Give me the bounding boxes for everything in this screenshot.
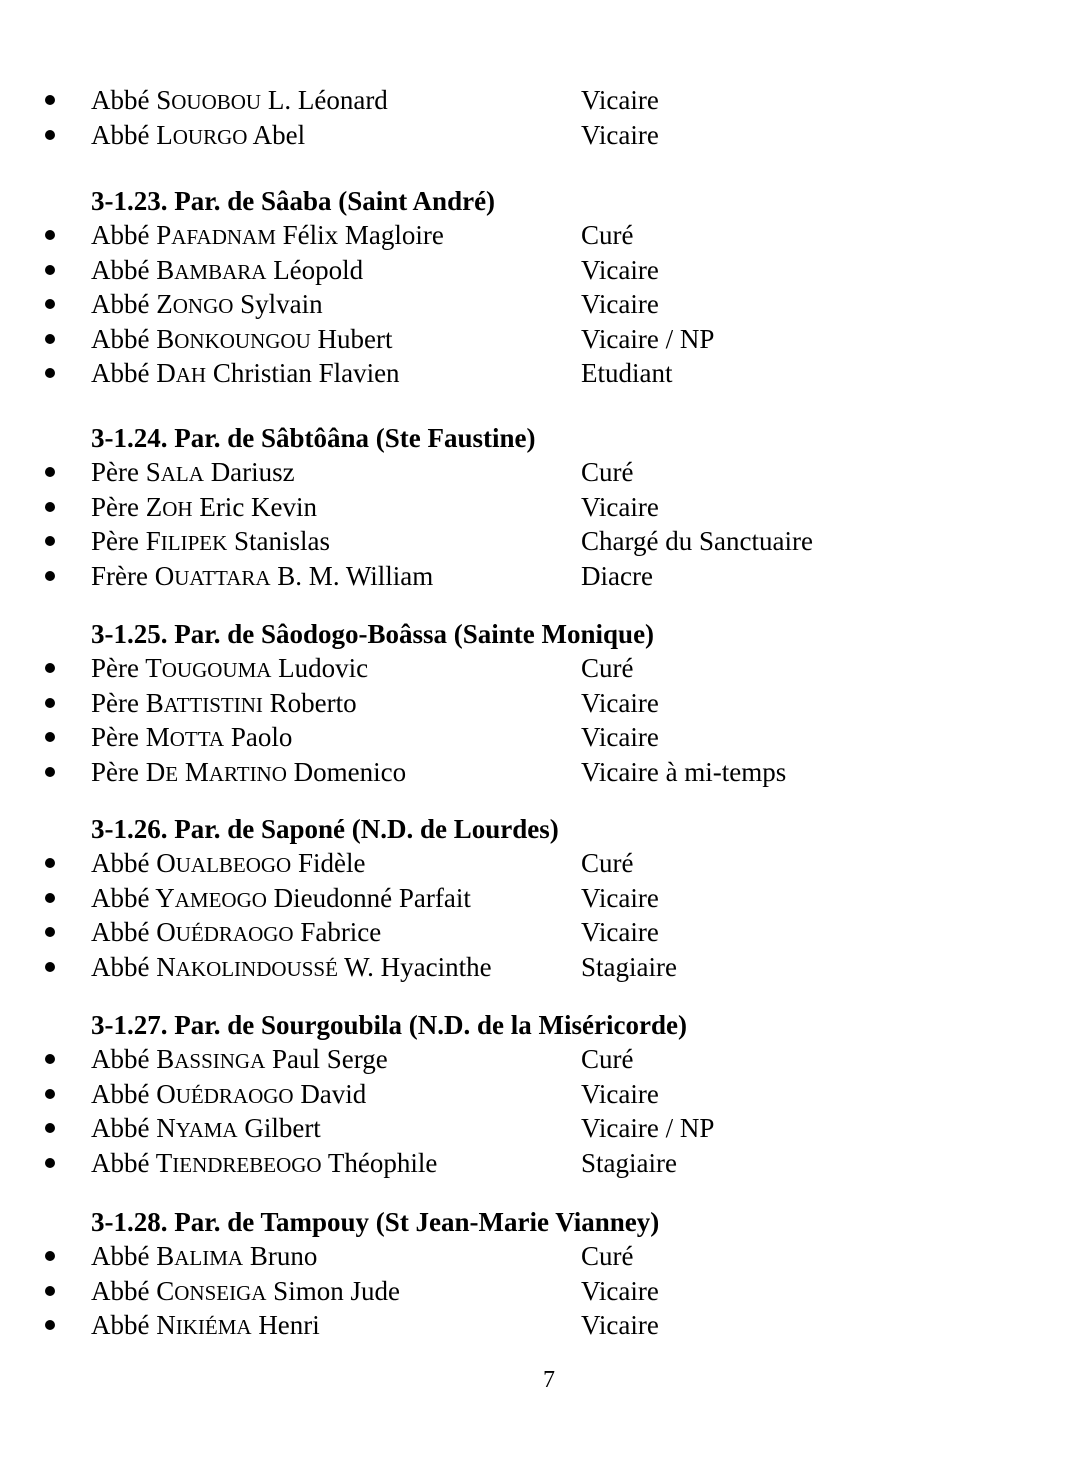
surname: NYAMA [156,1113,238,1144]
list-item [0,915,1080,949]
person-role: Curé [581,1241,634,1271]
person-name: Abbé BAMBARA Léopold [91,254,364,285]
person-role: Vicaire [581,85,659,115]
list-item [0,1077,1080,1111]
surname: NIKIÉMA [156,1310,252,1341]
person-role: Vicaire / NP [581,1113,715,1144]
person-role: Stagiaire [581,951,677,982]
page-number: 7 [543,1367,555,1393]
list-item [0,686,1080,720]
surname: OUATTARA [154,560,271,591]
person-name: Abbé PAFADNAM Félix Magloire [91,220,444,250]
surname: NAKOLINDOUSSÉ [156,951,338,982]
surname: FILIPEK [145,526,228,557]
bullet-icon [45,1286,55,1296]
section-heading: 3-1.24. Par. de Sâbtôâna (Ste Faustine) [91,423,536,453]
person-role: Curé [581,1044,634,1074]
list-item [0,1274,1080,1308]
person-role: Vicaire [581,1078,659,1109]
bullet-icon [45,95,55,105]
person-role: Vicaire [581,687,659,718]
bullet-icon [45,1320,55,1330]
list-item [0,1308,1080,1342]
list-item [0,1239,1080,1273]
list-item [0,490,1080,524]
section-heading: 3-1.25. Par. de Sâodogo-Boâssa (Sainte Monique) [91,619,655,649]
surname: OUÉDRAOGO [156,917,294,948]
bullet-icon [45,230,55,240]
person-role: Vicaire [581,289,659,320]
surname: BONKOUNGOU [156,323,311,354]
list-item [0,559,1080,593]
surname: YAMEOGO [155,882,267,913]
list-item [0,1111,1080,1145]
person-name: Père ZOH Eric Kevin [91,491,318,522]
person-role: Vicaire [581,254,659,285]
person-role: Curé [581,848,634,878]
surname: MOTTA [145,722,225,753]
bullet-icon [45,893,55,903]
list-item [0,118,1080,152]
person-role: Chargé du Sanctuaire [581,526,813,557]
surname: BATTISTINI [145,687,263,718]
person-name: Abbé TIENDREBEOGO Théophile [91,1147,438,1178]
person-name: Abbé BONKOUNGOU Hubert [91,323,393,354]
bullet-icon [45,368,55,378]
bullet-icon [45,698,55,708]
section-heading: 3-1.23. Par. de Sâaba (Saint André) [91,186,496,216]
person-name: Père BATTISTINI Roberto [91,687,357,718]
surname: SALA [145,457,204,487]
person-role: Curé [581,220,634,250]
surname: CONSEIGA [156,1275,267,1306]
person-name: Abbé NYAMA Gilbert [91,1113,321,1144]
person-name: Abbé DAH Christian Flavien [91,358,400,389]
bullet-icon [45,571,55,581]
person-name: Père SALA Dariusz [91,457,295,487]
bullet-icon [45,467,55,477]
person-name: Abbé OUALBEOGO Fidèle [91,848,366,878]
person-role: Curé [581,457,634,487]
person-name: Père FILIPEK Stanislas [91,526,331,557]
person-role: Vicaire [581,1310,659,1341]
bullet-icon [45,299,55,309]
list-item [0,651,1080,685]
list-item [0,322,1080,356]
bullet-icon [45,334,55,344]
person-name: Père DE MARTINO Domenico [91,756,407,787]
person-role: Vicaire [581,882,659,913]
person-name: Abbé NAKOLINDOUSSÉ W. Hyacinthe [91,951,492,982]
person-role: Vicaire [581,722,659,753]
person-role: Vicaire [581,120,659,150]
bullet-icon [45,265,55,275]
person-role: Diacre [581,560,653,591]
surname: LOURGO [156,120,248,150]
surname: BASSINGA [156,1044,266,1074]
list-item [0,950,1080,984]
list-item [0,720,1080,754]
person-name: Abbé OUÉDRAOGO Fabrice [91,917,382,948]
bullet-icon [45,502,55,512]
list-item [0,455,1080,489]
person-role: Vicaire [581,917,659,948]
person-name: Abbé NIKIÉMA Henri [91,1310,320,1341]
person-role: Vicaire [581,1275,659,1306]
list-item [0,1146,1080,1180]
surname: SOUOBOU [156,85,262,115]
list-item [0,881,1080,915]
person-role: Stagiaire [581,1147,677,1178]
bullet-icon [45,536,55,546]
person-role: Vicaire à mi-temps [581,756,787,787]
person-name: Abbé BALIMA Bruno [91,1241,318,1271]
bullet-icon [45,663,55,673]
bullet-icon [45,962,55,972]
surname: BALIMA [156,1241,244,1271]
person-name: Abbé ZONGO Sylvain [91,289,323,320]
person-name: Abbé SOUOBOU L. Léonard [91,85,388,115]
bullet-icon [45,732,55,742]
list-item [0,356,1080,390]
section-heading: 3-1.28. Par. de Tampouy (St Jean-Marie Vianney) [91,1207,660,1237]
bullet-icon [45,130,55,140]
surname: PAFADNAM [156,220,276,250]
person-name: Abbé BASSINGA Paul Serge [91,1044,388,1074]
bullet-icon [45,858,55,868]
bullet-icon [45,767,55,777]
surname: DAH [156,358,207,389]
person-role: Vicaire / NP [581,323,715,354]
person-name: Abbé OUÉDRAOGO David [91,1078,367,1109]
surname: BAMBARA [156,254,267,285]
person-name: Abbé YAMEOGO Dieudonné Parfait [91,882,471,913]
bullet-icon [45,1158,55,1168]
surname: ZOH [145,491,193,522]
bullet-icon [45,1054,55,1064]
section-heading: 3-1.27. Par. de Sourgoubila (N.D. de la Miséricorde) [91,1010,687,1040]
list-item [0,83,1080,117]
list-item [0,1042,1080,1076]
surname: OUALBEOGO [156,848,292,878]
person-name: Frère OUATTARA B. M. William [91,560,434,591]
bullet-icon [45,1089,55,1099]
person-name: Abbé CONSEIGA Simon Jude [91,1275,400,1306]
surname: ZONGO [156,289,234,320]
person-role: Vicaire [581,491,659,522]
bullet-icon [45,1251,55,1261]
section-heading: 3-1.26. Par. de Saponé (N.D. de Lourdes) [91,814,559,844]
surname: TOUGOUMA [145,653,272,683]
list-item [0,524,1080,558]
person-name: Père TOUGOUMA Ludovic [91,653,369,683]
list-item [0,755,1080,789]
person-role: Etudiant [581,358,673,389]
surname: TIENDREBEOGO [155,1147,322,1178]
bullet-icon [45,927,55,937]
person-name: Abbé LOURGO Abel [91,120,306,150]
bullet-icon [45,1123,55,1133]
list-item [0,218,1080,252]
person-role: Curé [581,653,634,683]
list-item [0,846,1080,880]
person-name: Père MOTTA Paolo [91,722,293,753]
surname: DE MARTINO [145,756,287,787]
surname: OUÉDRAOGO [156,1078,294,1109]
list-item [0,287,1080,321]
list-item [0,253,1080,287]
